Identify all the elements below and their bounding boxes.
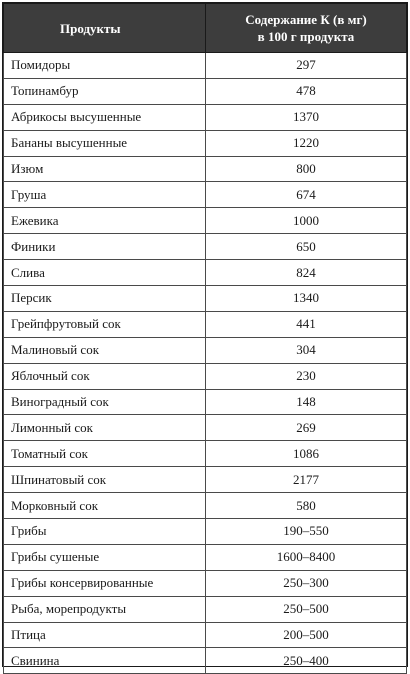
table-header: [4, 4, 407, 53]
header-potassium-content-line1: Содержание К (в мг): [245, 12, 367, 27]
product-name-cell: Финики: [4, 234, 206, 260]
product-name-cell: Виноградный сок: [4, 389, 206, 415]
table-row: [4, 415, 407, 441]
table-body: [4, 53, 407, 674]
potassium-value-cell: 304: [206, 337, 407, 363]
table-row: [4, 182, 407, 208]
table-row: [4, 519, 407, 545]
potassium-value-cell: 1086: [206, 441, 407, 467]
potassium-value-cell: 250–400: [206, 648, 407, 674]
table-row: [4, 467, 407, 493]
product-name-cell: Птица: [4, 622, 206, 648]
table-row: [4, 311, 407, 337]
header-potassium-content-line2: в 100 г продукта: [257, 29, 355, 44]
product-name-cell: Шпинатовый сок: [4, 467, 206, 493]
potassium-value-cell: 250–500: [206, 596, 407, 622]
table-row: [4, 286, 407, 312]
product-name-cell: Яблочный сок: [4, 363, 206, 389]
table-row: [4, 208, 407, 234]
potassium-value-cell: 1370: [206, 104, 407, 130]
product-name-cell: Грибы: [4, 519, 206, 545]
product-name-cell: Грибы сушеные: [4, 544, 206, 570]
potassium-value-cell: 674: [206, 182, 407, 208]
product-name-cell: Свинина: [4, 648, 206, 674]
potassium-value-cell: 441: [206, 311, 407, 337]
potassium-value-cell: 200–500: [206, 622, 407, 648]
table-row: [4, 648, 407, 674]
potassium-value-cell: 800: [206, 156, 407, 182]
product-name-cell: Грейпфрутовый сок: [4, 311, 206, 337]
table-row: [4, 337, 407, 363]
potassium-value-cell: 580: [206, 493, 407, 519]
product-name-cell: Груша: [4, 182, 206, 208]
product-name-cell: Топинамбур: [4, 78, 206, 104]
potassium-value-cell: 2177: [206, 467, 407, 493]
table-row: [4, 363, 407, 389]
product-name-cell: Слива: [4, 260, 206, 286]
table-row: [4, 493, 407, 519]
product-name-cell: Лимонный сок: [4, 415, 206, 441]
product-name-cell: Абрикосы высушенные: [4, 104, 206, 130]
potassium-value-cell: 297: [206, 53, 407, 79]
product-name-cell: Изюм: [4, 156, 206, 182]
table-row: [4, 544, 407, 570]
potassium-value-cell: 269: [206, 415, 407, 441]
potassium-value-cell: 824: [206, 260, 407, 286]
product-name-cell: Рыба, морепродукты: [4, 596, 206, 622]
potassium-value-cell: 1000: [206, 208, 407, 234]
product-name-cell: Томатный сок: [4, 441, 206, 467]
product-name-cell: Грибы консервированные: [4, 570, 206, 596]
potassium-value-cell: 650: [206, 234, 407, 260]
potassium-value-cell: 190–550: [206, 519, 407, 545]
potassium-value-cell: 1220: [206, 130, 407, 156]
product-name-cell: Помидоры: [4, 53, 206, 79]
potassium-value-cell: 478: [206, 78, 407, 104]
header-row: [4, 4, 407, 53]
table-row: [4, 441, 407, 467]
table-row: [4, 570, 407, 596]
table-row: [4, 260, 407, 286]
product-name-cell: Персик: [4, 286, 206, 312]
header-products: Продукты: [4, 4, 206, 53]
potassium-table-frame: [2, 2, 408, 667]
potassium-value-cell: 250–300: [206, 570, 407, 596]
header-potassium-content: [206, 4, 407, 53]
potassium-value-cell: 230: [206, 363, 407, 389]
product-name-cell: Морковный сок: [4, 493, 206, 519]
table-row: [4, 104, 407, 130]
potassium-value-cell: 1600–8400: [206, 544, 407, 570]
potassium-content-table: [3, 3, 407, 674]
product-name-cell: Ежевика: [4, 208, 206, 234]
product-name-cell: Бананы высушенные: [4, 130, 206, 156]
table-row: [4, 53, 407, 79]
product-name-cell: Малиновый сок: [4, 337, 206, 363]
table-row: [4, 622, 407, 648]
table-row: [4, 156, 407, 182]
table-row: [4, 78, 407, 104]
table-row: [4, 130, 407, 156]
table-row: [4, 234, 407, 260]
table-row: [4, 596, 407, 622]
potassium-value-cell: 1340: [206, 286, 407, 312]
potassium-value-cell: 148: [206, 389, 407, 415]
table-row: [4, 389, 407, 415]
